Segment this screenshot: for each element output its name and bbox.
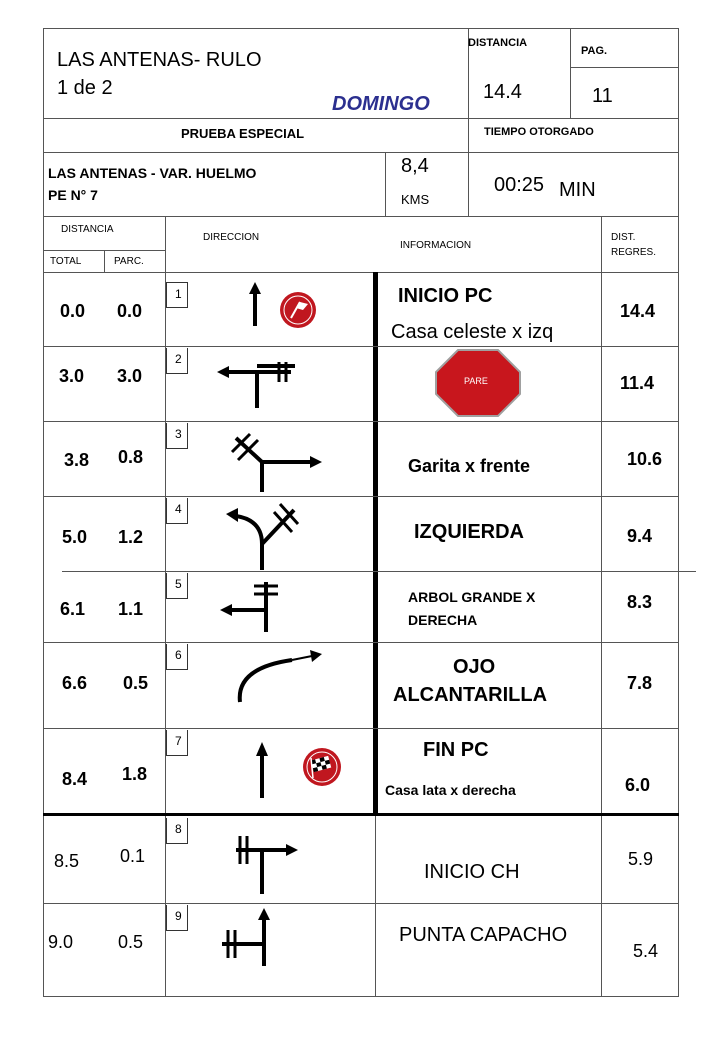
page-label: PAG. (581, 45, 608, 57)
keep-left-icon (222, 500, 302, 572)
special-stage-label: PRUEBA ESPECIAL (181, 126, 305, 141)
info-text: PUNTA CAPACHO (399, 924, 568, 946)
info-subtext: ALCANTARILLA (393, 684, 548, 706)
total-distance: 5.0 (62, 527, 88, 547)
stage-number: PE N° 7 (48, 187, 98, 203)
remaining-distance: 5.9 (628, 849, 654, 869)
start-flag-icon (276, 290, 320, 330)
row-number: 3 (166, 423, 188, 449)
partial-distance: 0.5 (123, 673, 149, 693)
col-remaining-2: REGRES. (611, 247, 657, 258)
info-text: ARBOL GRANDE X (408, 589, 536, 605)
straight-ahead-crossing-icon (216, 906, 276, 968)
partial-distance: 1.1 (118, 599, 144, 619)
remaining-distance: 14.4 (620, 301, 656, 321)
row-number: 4 (166, 498, 188, 524)
remaining-distance: 6.0 (625, 775, 651, 795)
frame-top (43, 28, 679, 29)
info-text: FIN PC (423, 739, 489, 761)
page-of: 1 de 2 (57, 77, 113, 99)
stage-km-unit: KMS (401, 192, 430, 207)
remaining-distance: 7.8 (627, 673, 653, 693)
partial-distance: 0.8 (118, 447, 144, 467)
partial-distance: 1.8 (122, 764, 148, 784)
col-partial: PARC. (114, 256, 144, 267)
row-number: 2 (166, 348, 188, 374)
distance-value: 14.4 (483, 81, 522, 103)
page-value: 11 (592, 85, 613, 107)
col-total: TOTAL (50, 256, 82, 267)
col-distance: DISTANCIA (61, 224, 114, 235)
straight-at-crossing-icon (232, 828, 302, 896)
remaining-distance: 5.4 (633, 941, 659, 961)
total-distance: 8.5 (54, 851, 80, 871)
total-distance: 3.0 (59, 366, 85, 386)
remaining-distance: 11.4 (620, 373, 655, 393)
row-number: 6 (166, 644, 188, 670)
partial-distance: 0.5 (118, 932, 144, 952)
total-distance: 6.6 (62, 673, 88, 693)
col-direction: DIRECCION (203, 232, 260, 243)
col-remaining-1: DIST. (611, 232, 636, 243)
row-number: 7 (166, 730, 188, 756)
row-number: 9 (166, 905, 188, 931)
time-value: 00:25 (494, 174, 545, 196)
info-text: IZQUIERDA (414, 521, 524, 543)
remaining-distance: 8.3 (627, 592, 653, 612)
finish-flag-icon (300, 746, 344, 788)
row-number: 5 (166, 573, 188, 599)
row-number: 1 (166, 282, 188, 308)
straight-arrow-icon (240, 280, 280, 330)
info-text: OJO (453, 656, 496, 678)
distance-label: DISTANCIA (468, 37, 528, 49)
total-distance: 6.1 (60, 599, 86, 619)
col-info: INFORMACION (400, 240, 472, 251)
stage-km: 8,4 (401, 155, 429, 177)
partial-distance: 1.2 (118, 527, 144, 547)
total-distance: 8.4 (62, 769, 88, 789)
total-distance: 3.8 (64, 450, 90, 470)
frame-left (43, 28, 44, 997)
partial-distance: 0.0 (117, 301, 143, 321)
row-number: 8 (166, 818, 188, 844)
total-distance: 0.0 (60, 301, 86, 321)
straight-arrow-icon (250, 740, 280, 800)
left-turn-icon (215, 356, 295, 412)
total-distance: 9.0 (48, 932, 74, 952)
stop-sign-label: PARE (464, 376, 488, 386)
frame-bottom (43, 996, 679, 997)
partial-distance: 0.1 (120, 846, 146, 866)
frame-right (678, 28, 679, 997)
info-text: INICIO PC (398, 285, 493, 307)
info-text: Garita x frente (408, 456, 531, 476)
time-unit: MIN (559, 179, 596, 201)
remaining-distance: 10.6 (627, 449, 663, 469)
left-at-crossing-icon (218, 578, 288, 634)
day-label: DOMINGO (332, 93, 430, 115)
curve-right-icon (232, 646, 328, 706)
rally-title: LAS ANTENAS- RULO (57, 49, 262, 71)
stage-name: LAS ANTENAS - VAR. HUELMO (48, 165, 257, 181)
info-divider (373, 272, 378, 814)
info-subtext: DERECHA (408, 612, 478, 628)
remaining-distance: 9.4 (627, 526, 653, 546)
info-text: INICIO CH (424, 861, 520, 883)
info-subtext: Casa lata x derecha (385, 782, 516, 798)
right-fork-icon (228, 430, 324, 494)
info-subtext: Casa celeste x izq (391, 321, 554, 343)
partial-distance: 3.0 (117, 366, 143, 386)
time-label: TIEMPO OTORGADO (484, 126, 594, 138)
